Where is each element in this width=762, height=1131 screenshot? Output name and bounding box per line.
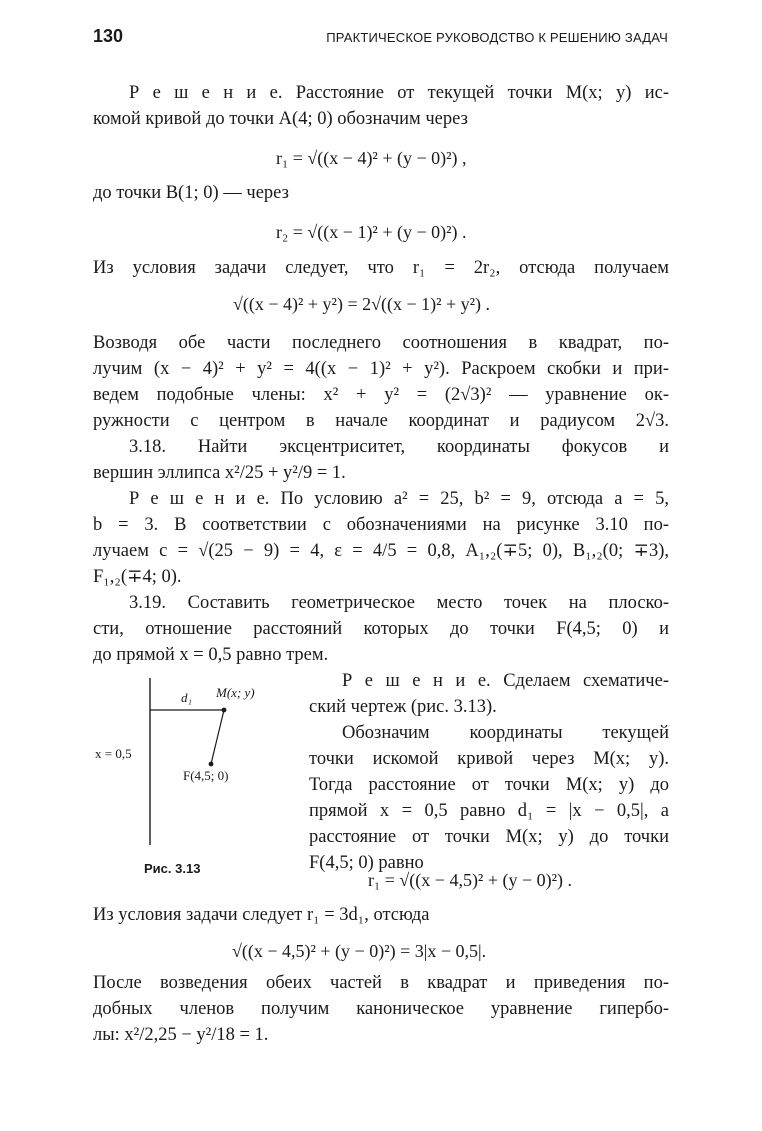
paragraph-line: точки искомой кривой через M(x; y). <box>309 749 669 769</box>
label-point-F: F(4,5; 0) <box>183 768 229 783</box>
paragraph-line: Тогда расстояние от точки M(x; y) до <box>309 775 669 795</box>
paragraph-line: добных членов получим каноническое уравнение гипербо- <box>93 999 669 1019</box>
point-M <box>222 708 227 713</box>
paragraph-line: Р е ш е н и е. По условию a² = 25, b² = 9, отсюда a = 5, <box>129 489 669 509</box>
problem-3-18-statement: 3.18. Найти эксцентриситет, координаты фокусов и <box>129 437 669 457</box>
running-head: ПРАКТИЧЕСКОЕ РУКОВОДСТВО К РЕШЕНИЮ ЗАДАЧ <box>326 30 668 45</box>
paragraph-line: до точки B(1; 0) — через <box>93 183 289 203</box>
figure-3-13 <box>140 670 290 850</box>
figure-caption: Рис. 3.13 <box>144 861 201 876</box>
formula-final-equation: √((x − 4,5)² + (y − 0)²) = 3|x − 0,5|. <box>232 941 487 961</box>
distance-r1-segment <box>211 710 224 764</box>
paragraph-line: Р е ш е н и е. Сделаем схематиче- <box>342 671 669 691</box>
paragraph-line: Р е ш е н и е. Расстояние от текущей точки M(x; y) ис- <box>129 83 669 103</box>
paragraph-line: до прямой x = 0,5 равно трем. <box>93 645 329 665</box>
label-d1: d₁ <box>181 690 193 705</box>
paragraph-line: F₁,₂(∓4; 0). <box>93 567 182 587</box>
paragraph-line: ружности с центром в начале координат и радиусом 2√3. <box>93 411 669 431</box>
formula-equation: √((x − 4)² + y²) = 2√((x − 1)² + y²) . <box>233 294 491 314</box>
paragraph-line: расстояние от точки M(x; y) до точки <box>309 827 669 847</box>
paragraph-line: вершин эллипса x²/25 + y²/9 = 1. <box>93 463 346 483</box>
paragraph-line: прямой x = 0,5 равно d₁ = |x − 0,5|, а <box>309 801 669 821</box>
paragraph-line: лучим (x − 4)² + y² = 4((x − 1)² + y²). Раскроем скобки и при- <box>93 359 669 379</box>
page-number: 130 <box>93 26 124 46</box>
paragraph-line: лучаем c = √(25 − 9) = 4, ε = 4/5 = 0,8, A₁,₂(∓5; 0), B₁,₂(0; ∓3), <box>93 541 669 561</box>
label-point-M: M(x; y) <box>216 685 255 700</box>
formula-r1: r₁ = √((x − 4)² + (y − 0)²) , <box>276 148 467 168</box>
paragraph-line: Из условия задачи следует, что r₁ = 2r₂, отсюда получаем <box>93 258 669 278</box>
formula-r2: r₂ = √((x − 1)² + (y − 0)²) . <box>276 222 467 242</box>
paragraph-line: F(4,5; 0) равно <box>309 853 424 873</box>
paragraph-line: Из условия задачи следует r₁ = 3d₁, отсюда <box>93 905 430 925</box>
problem-3-19-statement: 3.19. Составить геометрическое место точек на плоско- <box>129 593 669 613</box>
paragraph-line: лы: x²/2,25 − y²/18 = 1. <box>93 1025 269 1045</box>
paragraph-line: сти, отношение расстояний которых до точки F(4,5; 0) и <box>93 619 669 639</box>
paragraph-line: Возводя обе части последнего соотношения в квадрат, по- <box>93 333 669 353</box>
label-line-x: x = 0,5 <box>95 746 132 761</box>
paragraph-line: Обозначим координаты текущей <box>342 723 669 743</box>
paragraph-line: комой кривой до точки A(4; 0) обозначим через <box>93 109 468 129</box>
paragraph-line: После возведения обеих частей в квадрат и приведения по- <box>93 973 669 993</box>
formula-r1-hyperbola: r₁ = √((x − 4,5)² + (y − 0)²) . <box>368 870 573 890</box>
point-F <box>209 762 214 767</box>
paragraph-line: ский чертеж (рис. 3.13). <box>309 697 497 717</box>
paragraph-line: ведем подобные члены: x² + y² = (2√3)² — уравнение ок- <box>93 385 669 405</box>
paragraph-line: b = 3. В соответствии с обозначениями на рисунке 3.10 по- <box>93 515 669 535</box>
